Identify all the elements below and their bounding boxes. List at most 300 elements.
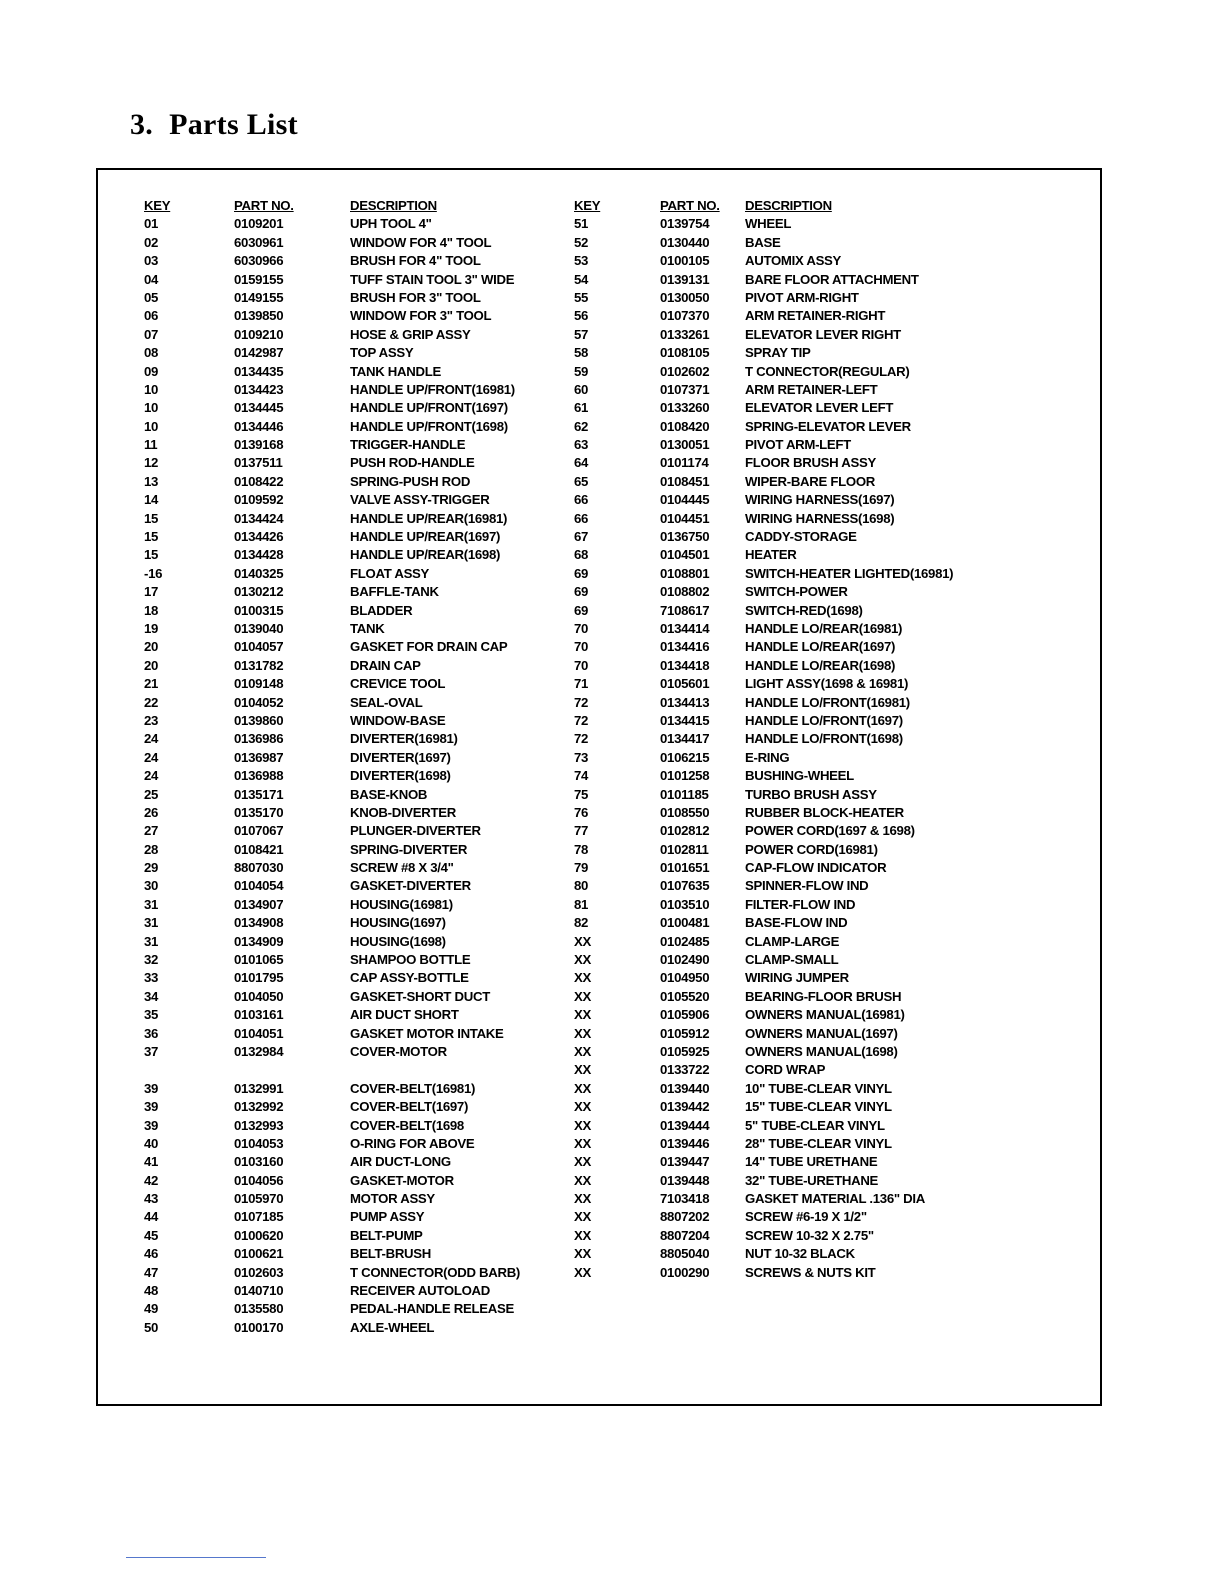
part-number: 0104050 xyxy=(234,988,284,1004)
column-header-row xyxy=(144,198,594,216)
part-number: 0102602 xyxy=(660,363,710,379)
part-number: 0134445 xyxy=(234,400,284,416)
table-row xyxy=(144,787,594,805)
table-row xyxy=(574,529,1074,547)
table-row xyxy=(574,1081,1074,1099)
part-number: 0104057 xyxy=(234,639,284,655)
part-number: 0134435 xyxy=(234,363,284,379)
table-row xyxy=(574,1007,1074,1025)
part-description: 5" TUBE-CLEAR VINYL xyxy=(745,1117,885,1133)
part-description: HANDLE UP/REAR(1698) xyxy=(350,547,501,563)
table-row xyxy=(574,345,1074,363)
table-row xyxy=(574,878,1074,896)
part-description: TUFF STAIN TOOL 3" WIDE xyxy=(350,271,515,287)
part-number: 0108105 xyxy=(660,345,710,361)
part-key: 15 xyxy=(144,529,159,545)
part-description: DRAIN CAP xyxy=(350,657,421,673)
part-description: HANDLE LO/REAR(1697) xyxy=(745,639,896,655)
table-row xyxy=(144,1044,594,1062)
part-number: 0101651 xyxy=(660,860,710,876)
part-key: 43 xyxy=(144,1191,159,1207)
part-description: FILTER-FLOW IND xyxy=(745,896,856,912)
part-description: SWITCH-RED(1698) xyxy=(745,602,863,618)
part-description: HOUSING(1697) xyxy=(350,915,446,931)
part-key: 70 xyxy=(574,620,589,636)
table-row xyxy=(144,235,594,253)
part-key: 61 xyxy=(574,400,589,416)
table-row xyxy=(144,437,594,455)
part-key: 09 xyxy=(144,363,159,379)
part-key: 20 xyxy=(144,657,159,673)
part-number: 0104053 xyxy=(234,1135,284,1151)
part-key: 10 xyxy=(144,400,159,416)
part-key: XX xyxy=(574,1209,591,1225)
part-key: 01 xyxy=(144,216,159,232)
part-key: XX xyxy=(574,1246,591,1262)
part-number: 0133722 xyxy=(660,1062,710,1078)
part-key: XX xyxy=(574,1264,591,1280)
part-number: 0101258 xyxy=(660,768,710,784)
part-description: WHEEL xyxy=(745,216,792,232)
part-description: HANDLE UP/FRONT(1697) xyxy=(350,400,508,416)
table-row xyxy=(144,897,594,915)
part-key: 30 xyxy=(144,878,159,894)
part-description: SCREW #6-19 X 1/2" xyxy=(745,1209,867,1225)
part-key: XX xyxy=(574,1025,591,1041)
part-number: 0140325 xyxy=(234,565,284,581)
part-description: SCREWS & NUTS KIT xyxy=(745,1264,876,1280)
part-description: UPH TOOL 4" xyxy=(350,216,432,232)
part-description: CLAMP-SMALL xyxy=(745,952,839,968)
part-number: 0133261 xyxy=(660,326,710,342)
part-key: 35 xyxy=(144,1007,159,1023)
table-row xyxy=(574,382,1074,400)
part-key: 65 xyxy=(574,473,589,489)
part-number: 0136988 xyxy=(234,768,284,784)
table-row xyxy=(144,1320,594,1338)
part-number: 0135171 xyxy=(234,786,284,802)
part-key: 58 xyxy=(574,345,589,361)
table-row xyxy=(144,474,594,492)
part-key: 74 xyxy=(574,768,589,784)
part-key: 15 xyxy=(144,547,159,563)
part-description: TANK HANDLE xyxy=(350,363,441,379)
part-description: PIVOT ARM-LEFT xyxy=(745,437,851,453)
table-row xyxy=(144,860,594,878)
part-description: VALVE ASSY-TRIGGER xyxy=(350,492,490,508)
part-key: 22 xyxy=(144,694,159,710)
part-key: 41 xyxy=(144,1154,159,1170)
table-row xyxy=(144,621,594,639)
part-no-header: PART NO. xyxy=(660,198,720,213)
part-number: 0130440 xyxy=(660,234,710,250)
part-key: 18 xyxy=(144,602,159,618)
part-number: 0139444 xyxy=(660,1117,710,1133)
part-number: 0101795 xyxy=(234,970,284,986)
part-number: 0101185 xyxy=(660,786,709,802)
part-number: 8807204 xyxy=(660,1227,710,1243)
part-description: SEAL-OVAL xyxy=(350,694,423,710)
part-key: 59 xyxy=(574,363,589,379)
part-description: SPRING-PUSH ROD xyxy=(350,473,471,489)
table-row xyxy=(144,713,594,731)
part-key: 76 xyxy=(574,804,589,820)
table-row xyxy=(574,842,1074,860)
part-description: T CONNECTOR(ODD BARB) xyxy=(350,1264,521,1280)
part-key: 70 xyxy=(574,639,589,655)
table-row xyxy=(144,1209,594,1227)
part-description: TANK xyxy=(350,620,385,636)
table-row xyxy=(574,327,1074,345)
part-number: 0139168 xyxy=(234,437,284,453)
table-row xyxy=(574,1118,1074,1136)
part-number: 0135580 xyxy=(234,1301,284,1317)
part-description: SPINNER-FLOW IND xyxy=(745,878,869,894)
part-number: 0130212 xyxy=(234,584,284,600)
part-description: AIR DUCT-LONG xyxy=(350,1154,451,1170)
part-number: 0139442 xyxy=(660,1099,710,1115)
part-key: 63 xyxy=(574,437,589,453)
part-number: 0107185 xyxy=(234,1209,284,1225)
part-description: PIVOT ARM-RIGHT xyxy=(745,289,859,305)
part-key: 64 xyxy=(574,455,589,471)
part-number: 0104052 xyxy=(234,694,284,710)
part-description: ELEVATOR LEVER LEFT xyxy=(745,400,894,416)
part-key: 39 xyxy=(144,1099,159,1115)
part-key: 57 xyxy=(574,326,589,342)
part-number: 0100620 xyxy=(234,1227,284,1243)
part-key: 80 xyxy=(574,878,589,894)
table-row xyxy=(574,952,1074,970)
part-description: ARM RETAINER-LEFT xyxy=(745,381,878,397)
part-description: COVER-BELT(1697) xyxy=(350,1099,469,1115)
part-description: KNOB-DIVERTER xyxy=(350,804,456,820)
part-description: SWITCH-POWER xyxy=(745,584,848,600)
part-key: 27 xyxy=(144,823,159,839)
table-row xyxy=(144,1062,594,1080)
table-row xyxy=(574,676,1074,694)
part-number: 0136987 xyxy=(234,749,284,765)
part-number: 0106215 xyxy=(660,749,710,765)
part-number: 0104445 xyxy=(660,492,710,508)
table-row xyxy=(144,1026,594,1044)
part-description: FLOAT ASSY xyxy=(350,565,430,581)
part-number: 0105520 xyxy=(660,988,710,1004)
part-key: 11 xyxy=(144,437,158,453)
part-description: 14" TUBE URETHANE xyxy=(745,1154,878,1170)
part-number: 0104056 xyxy=(234,1172,284,1188)
table-row xyxy=(144,1118,594,1136)
part-key: XX xyxy=(574,1080,591,1096)
table-row xyxy=(574,235,1074,253)
part-description: DIVERTER(16981) xyxy=(350,731,458,747)
part-number: 0100290 xyxy=(660,1264,710,1280)
part-key: 50 xyxy=(144,1319,159,1335)
part-key: 54 xyxy=(574,271,589,287)
part-key: 72 xyxy=(574,712,589,728)
part-number: 0139440 xyxy=(660,1080,710,1096)
part-number: 0107067 xyxy=(234,823,284,839)
part-number: 0132991 xyxy=(234,1080,284,1096)
part-number: 0108421 xyxy=(234,841,284,857)
part-description: DIVERTER(1698) xyxy=(350,768,451,784)
part-key: 39 xyxy=(144,1117,159,1133)
part-key: XX xyxy=(574,1191,591,1207)
part-description: WINDOW FOR 4" TOOL xyxy=(350,234,492,250)
part-key: 10 xyxy=(144,418,159,434)
table-row xyxy=(144,1301,594,1319)
table-row xyxy=(574,419,1074,437)
part-key: 03 xyxy=(144,253,159,269)
part-number: 0130050 xyxy=(660,289,710,305)
part-key: 17 xyxy=(144,584,159,600)
table-row xyxy=(144,1173,594,1191)
part-key: 78 xyxy=(574,841,589,857)
table-row xyxy=(574,1246,1074,1264)
part-number: 0139860 xyxy=(234,712,284,728)
table-row xyxy=(574,547,1074,565)
table-row xyxy=(574,805,1074,823)
table-row xyxy=(144,1099,594,1117)
table-row xyxy=(574,1209,1074,1227)
part-key: XX xyxy=(574,1099,591,1115)
table-row xyxy=(574,639,1074,657)
part-key: 24 xyxy=(144,768,159,784)
part-number: 0108451 xyxy=(660,473,710,489)
part-key: 36 xyxy=(144,1025,159,1041)
part-key: 66 xyxy=(574,492,589,508)
part-number: 0100621 xyxy=(234,1246,284,1262)
part-description: BRUSH FOR 4" TOOL xyxy=(350,253,481,269)
part-description: HANDLE LO/REAR(16981) xyxy=(745,620,903,636)
table-row xyxy=(574,1154,1074,1172)
part-number: 0140710 xyxy=(234,1283,284,1299)
part-description: HANDLE LO/REAR(1698) xyxy=(745,657,896,673)
part-number: 0134424 xyxy=(234,510,284,526)
table-row xyxy=(574,1228,1074,1246)
part-description: CAP-FLOW INDICATOR xyxy=(745,860,887,876)
part-number: 0133260 xyxy=(660,400,710,416)
part-description: HANDLE LO/FRONT(1698) xyxy=(745,731,903,747)
part-key: 82 xyxy=(574,915,589,931)
table-row xyxy=(144,952,594,970)
part-number: 0142987 xyxy=(234,345,284,361)
part-number: 0131782 xyxy=(234,657,284,673)
part-description: SPRING-ELEVATOR LEVER xyxy=(745,418,911,434)
parts-column-right xyxy=(574,198,1074,1283)
part-number: 8807030 xyxy=(234,860,284,876)
part-number: 0136986 xyxy=(234,731,284,747)
table-row xyxy=(144,1283,594,1301)
table-row xyxy=(144,400,594,418)
part-number: 0139131 xyxy=(660,271,710,287)
part-description: HANDLE UP/REAR(1697) xyxy=(350,529,501,545)
part-key: 31 xyxy=(144,933,159,949)
part-number: 0132992 xyxy=(234,1099,284,1115)
part-description: BASE-KNOB xyxy=(350,786,428,802)
part-key: 49 xyxy=(144,1301,159,1317)
part-description: POWER CORD(16981) xyxy=(745,841,878,857)
table-row xyxy=(144,1246,594,1264)
part-number: 0109201 xyxy=(234,216,284,232)
part-key: 40 xyxy=(144,1135,159,1151)
table-row xyxy=(574,400,1074,418)
part-number: 6030966 xyxy=(234,253,284,269)
part-description: SCREW #8 X 3/4" xyxy=(350,860,454,876)
part-number: 0103160 xyxy=(234,1154,284,1170)
part-key: 25 xyxy=(144,786,159,802)
part-key: XX xyxy=(574,1062,591,1078)
table-row xyxy=(144,676,594,694)
table-row xyxy=(574,603,1074,621)
part-description: HOUSING(16981) xyxy=(350,896,453,912)
part-description: HEATER xyxy=(745,547,797,563)
part-number: 6030961 xyxy=(234,234,284,250)
part-number: 0107371 xyxy=(660,381,710,397)
table-row xyxy=(144,989,594,1007)
part-description: CLAMP-LARGE xyxy=(745,933,840,949)
part-description: HOSE & GRIP ASSY xyxy=(350,326,471,342)
part-description: HOUSING(1698) xyxy=(350,933,446,949)
part-description: OWNERS MANUAL(16981) xyxy=(745,1007,905,1023)
table-row xyxy=(574,308,1074,326)
part-number: 0101065 xyxy=(234,952,284,968)
part-number: 0104501 xyxy=(660,547,710,563)
part-number: 0103161 xyxy=(234,1007,284,1023)
part-description: AUTOMIX ASSY xyxy=(745,253,842,269)
part-key: 39 xyxy=(144,1080,159,1096)
part-number: 0134909 xyxy=(234,933,284,949)
part-number: 0107635 xyxy=(660,878,710,894)
part-number: 0139447 xyxy=(660,1154,710,1170)
part-key: 69 xyxy=(574,565,589,581)
part-key: 15 xyxy=(144,510,159,526)
table-row xyxy=(144,1191,594,1209)
table-row xyxy=(574,768,1074,786)
table-row xyxy=(574,989,1074,1007)
table-row xyxy=(144,455,594,473)
table-row xyxy=(144,731,594,749)
part-description: BAFFLE-TANK xyxy=(350,584,439,600)
section-number: 3. xyxy=(130,108,154,141)
table-row xyxy=(144,272,594,290)
part-description: GASKET-DIVERTER xyxy=(350,878,471,894)
part-number: 0134415 xyxy=(660,712,710,728)
part-description: 15" TUBE-CLEAR VINYL xyxy=(745,1099,892,1115)
part-number: 0130051 xyxy=(660,437,710,453)
part-description: OWNERS MANUAL(1697) xyxy=(745,1025,898,1041)
part-description: BRUSH FOR 3" TOOL xyxy=(350,289,481,305)
part-key: XX xyxy=(574,952,591,968)
part-number: 0134446 xyxy=(234,418,284,434)
part-description: HANDLE LO/FRONT(16981) xyxy=(745,694,910,710)
table-row xyxy=(144,915,594,933)
part-key: XX xyxy=(574,1043,591,1059)
part-number: 0137511 xyxy=(234,455,283,471)
part-number: 0100170 xyxy=(234,1319,284,1335)
part-number: 7103418 xyxy=(660,1191,710,1207)
part-key: 68 xyxy=(574,547,589,563)
part-key: 47 xyxy=(144,1264,159,1280)
table-row xyxy=(144,1007,594,1025)
part-description: COVER-BELT(16981) xyxy=(350,1080,476,1096)
table-row xyxy=(574,1173,1074,1191)
part-number: 0109148 xyxy=(234,676,284,692)
part-description: WIRING JUMPER xyxy=(745,970,849,986)
part-number: 0100481 xyxy=(660,915,710,931)
part-description: BELT-BRUSH xyxy=(350,1246,432,1262)
table-row xyxy=(144,934,594,952)
part-key: 45 xyxy=(144,1227,159,1243)
table-row xyxy=(144,1228,594,1246)
part-number: 0102485 xyxy=(660,933,710,949)
part-key: XX xyxy=(574,1154,591,1170)
part-key: 69 xyxy=(574,584,589,600)
part-description: GASKET MOTOR INTAKE xyxy=(350,1025,504,1041)
part-key: 79 xyxy=(574,860,589,876)
part-description: 32" TUBE-URETHANE xyxy=(745,1172,879,1188)
part-description: PEDAL-HANDLE RELEASE xyxy=(350,1301,514,1317)
part-key: 14 xyxy=(144,492,159,508)
table-row xyxy=(144,584,594,602)
part-key: XX xyxy=(574,933,591,949)
table-row xyxy=(144,216,594,234)
table-row xyxy=(574,970,1074,988)
part-description: CAP ASSY-BOTTLE xyxy=(350,970,469,986)
part-key: 81 xyxy=(574,896,589,912)
part-number: 0139448 xyxy=(660,1172,710,1188)
part-description: NUT 10-32 BLACK xyxy=(745,1246,855,1262)
table-row xyxy=(574,492,1074,510)
table-row xyxy=(574,713,1074,731)
part-number: 0134907 xyxy=(234,896,284,912)
part-number: 0108422 xyxy=(234,473,284,489)
part-number: 0139850 xyxy=(234,308,284,324)
part-number: 0134428 xyxy=(234,547,284,563)
part-description: ARM RETAINER-RIGHT xyxy=(745,308,886,324)
part-key: 29 xyxy=(144,860,159,876)
part-key: XX xyxy=(574,1007,591,1023)
part-key: 24 xyxy=(144,731,159,747)
part-key: 62 xyxy=(574,418,589,434)
table-row xyxy=(574,915,1074,933)
part-description: RECEIVER AUTOLOAD xyxy=(350,1283,490,1299)
part-description: BLADDER xyxy=(350,602,413,618)
table-row xyxy=(144,1136,594,1154)
part-number: 0104051 xyxy=(234,1025,284,1041)
part-key: 31 xyxy=(144,896,159,912)
table-row xyxy=(574,658,1074,676)
table-row xyxy=(574,272,1074,290)
part-key: XX xyxy=(574,1135,591,1151)
part-description: HANDLE UP/REAR(16981) xyxy=(350,510,508,526)
part-key: 32 xyxy=(144,952,159,968)
part-number: 0102811 xyxy=(660,841,709,857)
table-row xyxy=(144,1265,594,1283)
part-number: 0102812 xyxy=(660,823,710,839)
table-row xyxy=(144,639,594,657)
part-number: 8807202 xyxy=(660,1209,710,1225)
part-description: SPRAY TIP xyxy=(745,345,811,361)
part-description: GASKET MATERIAL .136" DIA xyxy=(745,1191,925,1207)
table-row xyxy=(144,842,594,860)
part-key: XX xyxy=(574,1227,591,1243)
table-row xyxy=(574,860,1074,878)
part-number: 0109592 xyxy=(234,492,284,508)
table-row xyxy=(574,750,1074,768)
part-number: 0159155 xyxy=(234,271,284,287)
part-description: WINDOW FOR 3" TOOL xyxy=(350,308,492,324)
